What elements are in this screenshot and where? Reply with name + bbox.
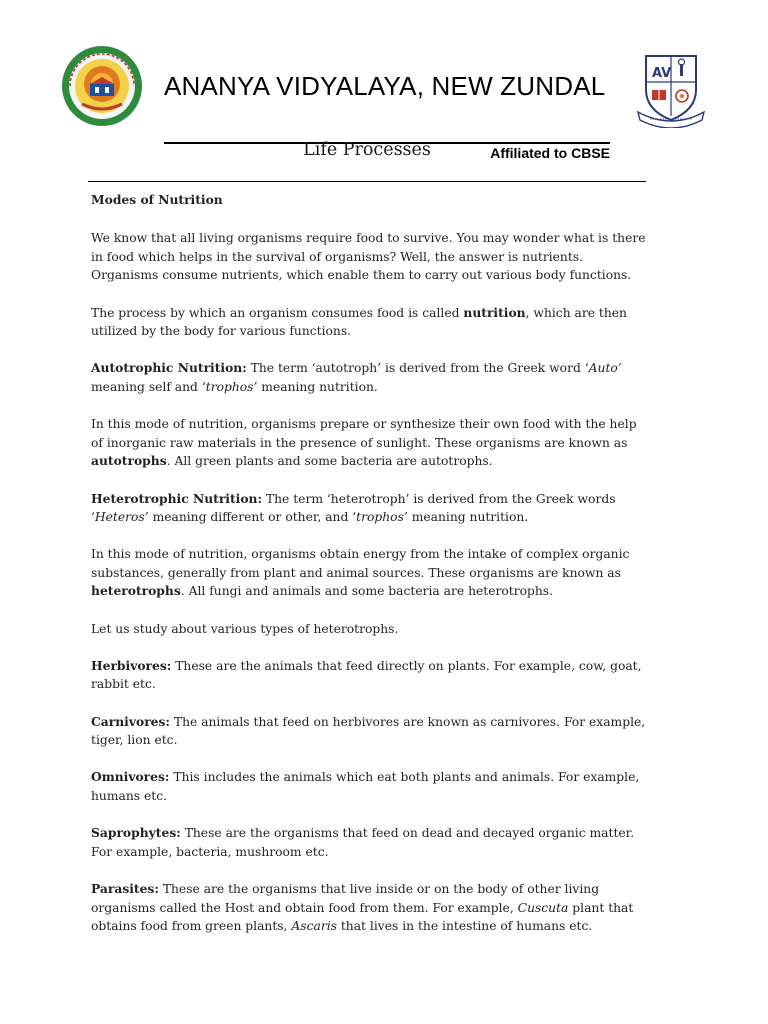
document-body (91, 191, 651, 954)
nutrition-def-text-end: , which are then utilized by the body for various functions. (91, 305, 627, 339)
heterotroph-desc-text: In this mode of nutrition, organisms obtain energy from the intake of complex organic substances, generally from plant and animal sources. These organisms are known as (91, 547, 630, 580)
herbivores-paragraph (91, 657, 651, 694)
trophos-word-2: trophos’ (356, 510, 408, 525)
affiliation-text: Affiliated to CBSE (490, 145, 610, 161)
intro-paragraph: We know that all living organisms require food to survive. You may wonder what is there in food which helps in the survival of organisms? Well, the answer is nutrients. Organisms consume nutrients, which enable them to carry out various body functions. (91, 231, 646, 283)
document-title: Life Processes (303, 140, 431, 160)
heterotrophic-text-2: meaning different or other, and ‘ (148, 510, 357, 525)
autotroph-description-paragraph (91, 415, 651, 471)
heterotrophic-label: Heterotrophic Nutrition: (91, 490, 263, 506)
heterotrophic-paragraph (91, 490, 651, 527)
autotrophic-label: Autotrophic Nutrition: (91, 360, 247, 376)
school-crest-icon (636, 50, 706, 128)
omnivores-paragraph (91, 768, 651, 805)
nutrition-term: nutrition (463, 304, 526, 320)
ascaris-word: Ascaris (291, 919, 337, 934)
parasites-text-3: that lives in the intestine of humans etc. (336, 919, 593, 934)
heterotroph-desc-text-end: . All fungi and animals and some bacteria are heterotrophs. (180, 584, 553, 599)
nutrition-definition-paragraph (91, 304, 651, 341)
autotrophic-text: The term ‘autotroph’ is derived from the Greek word ‘ (246, 361, 589, 376)
autotroph-desc-text: In this mode of nutrition, organisms prepare or synthesize their own food with the help of inorganic raw materials in the presence of sunlight. These organisms are known as (91, 417, 637, 450)
heterotrophic-text-3: meaning nutrition. (407, 510, 529, 525)
carnivores-label: Carnivores: (91, 713, 170, 729)
nutrition-def-text: The process by which an organism consumes food is called (91, 305, 464, 320)
parasites-label: Parasites: (91, 880, 159, 896)
parasites-paragraph (91, 880, 651, 936)
parasites-text-2: plant that obtains food from green plants, (91, 900, 634, 934)
autotrophic-text-2: meaning self and ‘ (91, 379, 206, 394)
school-name: ANANYA VIDYALAYA, NEW ZUNDAL (164, 71, 606, 101)
heterotrophs-term: heterotrophs (91, 583, 181, 599)
omnivores-text: This includes the animals which eat both plants and animals. For example, humans etc. (91, 770, 640, 803)
crest-letters: AV (652, 66, 672, 81)
herbivores-text: These are the animals that feed directly on plants. For example, cow, goat, rabbit etc. (91, 658, 642, 692)
saprophytes-paragraph (91, 824, 651, 861)
cbse-seal-icon (60, 44, 144, 128)
heteros-word: Heteros’ (94, 510, 149, 525)
section-heading: Modes of Nutrition (91, 192, 223, 207)
saprophytes-label: Saprophytes: (91, 825, 181, 841)
heterotrophic-text: The term ‘heterotroph’ is derived from the Greek words ‘ (91, 491, 616, 525)
carnivores-text: The animals that feed on herbivores are known as carnivores. For example, tiger, lion etc. (91, 714, 646, 748)
study-line: Let us study about various types of heterotrophs. (91, 621, 399, 636)
carnivores-paragraph (91, 713, 651, 750)
parasites-text: These are the organisms that live inside or on the body of other living organisms called the Host and obtain food from them. For example, (91, 881, 600, 915)
saprophytes-text: These are the organisms that feed on dead and decayed organic matter. For example, bacteria, mushroom etc. (91, 826, 635, 859)
heterotroph-description-paragraph (91, 545, 651, 601)
auto-word: Auto’ (588, 361, 622, 376)
autotroph-desc-text-end: . All green plants and some bacteria are autotrophs. (166, 454, 493, 469)
herbivores-label: Herbivores: (91, 657, 172, 673)
title-divider (88, 181, 646, 182)
autotrophic-text-3: meaning nutrition. (257, 379, 378, 394)
trophos-word: trophos’ (205, 379, 258, 394)
autotrophic-paragraph (91, 359, 651, 396)
omnivores-label: Omnivores: (91, 769, 170, 785)
cuscuta-word: Cuscuta (517, 900, 569, 915)
autotrophs-term: autotrophs (91, 453, 167, 469)
